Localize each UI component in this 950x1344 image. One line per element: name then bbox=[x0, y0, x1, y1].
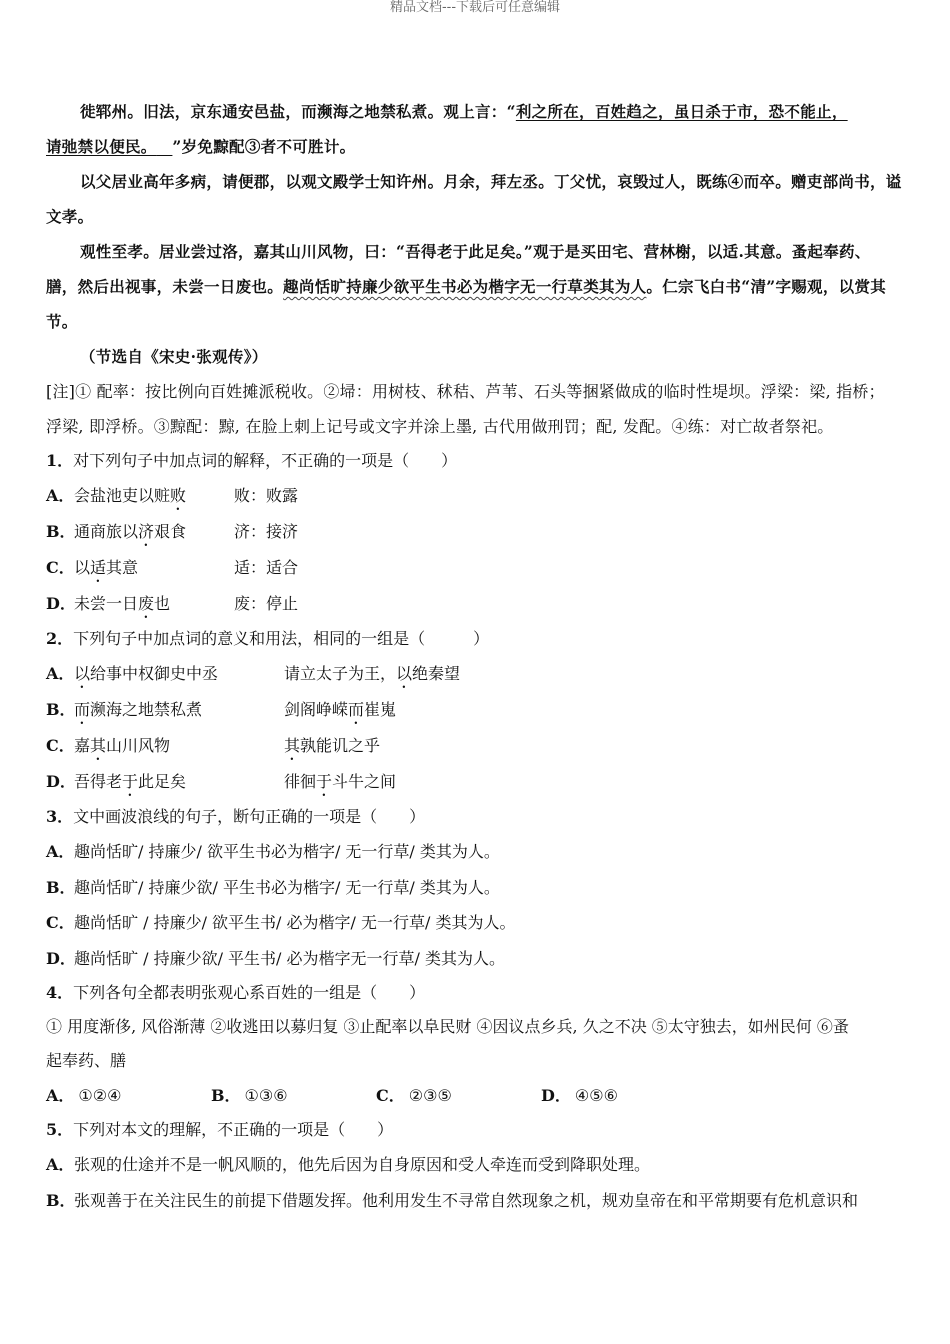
option-explanation: 废：停止 bbox=[234, 594, 299, 613]
option-label: B． bbox=[46, 877, 76, 897]
option-right-sentence: 剑阁峥嵘而崔嵬 bbox=[284, 700, 397, 719]
option-row bbox=[46, 692, 902, 728]
notes bbox=[46, 374, 902, 444]
dotted-word: 以 bbox=[74, 664, 91, 683]
option-row bbox=[46, 514, 902, 550]
option: B． ①③⑥ bbox=[211, 1086, 288, 1105]
dotted-word: 而 bbox=[348, 700, 365, 719]
dotted-word: 于 bbox=[122, 772, 139, 791]
passage-paragraph-3 bbox=[46, 234, 902, 339]
option-sentence: 会盐池吏以赃败 bbox=[74, 486, 187, 505]
option-row bbox=[46, 586, 902, 622]
question-1 bbox=[46, 444, 902, 478]
question-number: 2． bbox=[46, 629, 74, 648]
option-label: D． bbox=[46, 772, 76, 791]
option: C． ②③⑤ bbox=[376, 1086, 452, 1105]
dotted-word: 以 bbox=[396, 664, 413, 683]
option-text: 趣尚恬旷/ 持廉少/ 欲平生书必为楷字/ 无一行草/ 类其为人。 bbox=[74, 842, 500, 861]
question-4 bbox=[46, 976, 902, 1010]
dotted-word: 适 bbox=[90, 558, 107, 577]
option-label: B． bbox=[46, 1190, 76, 1210]
passage-source: （节选自《宋史·张观传》） bbox=[80, 347, 268, 366]
option-label: A． bbox=[46, 842, 75, 861]
dotted-word: 败 bbox=[170, 486, 187, 505]
question-stem: 文中画波浪线的句子，断句正确的一项是（ ） bbox=[73, 807, 426, 826]
option-row bbox=[46, 905, 902, 941]
option-row bbox=[46, 656, 902, 692]
dotted-word: 而 bbox=[74, 700, 91, 719]
option-left-sentence: 嘉其山川风物 bbox=[74, 736, 171, 755]
dotted-word: 济 bbox=[138, 522, 155, 541]
passage-text: 。仁宗飞白书“清”字赐观，以赏其节。 bbox=[46, 277, 887, 331]
option-label: B． bbox=[46, 700, 76, 719]
note-line: [注]① 配率：按比例向百姓摊派税收。②埽：用树枝、秫秸、芦苇、石头等捆紧做成的临时性堤坝。浮梁：梁, 指桥； bbox=[46, 382, 885, 401]
option-label: A． bbox=[46, 1155, 75, 1174]
question-number: 1． bbox=[46, 451, 74, 470]
dotted-word: 其 bbox=[284, 736, 301, 755]
option-left-sentence: 而濒海之地禁私煮 bbox=[74, 700, 203, 719]
option-label: C． bbox=[46, 913, 75, 932]
option-label: C． bbox=[46, 558, 75, 577]
option-row bbox=[46, 834, 902, 870]
question-2 bbox=[46, 622, 902, 656]
question-number: 3． bbox=[46, 807, 74, 826]
option-sentence: 以适其意 bbox=[74, 558, 139, 577]
question-stem: 下列对本文的理解，不正确的一项是（ ） bbox=[73, 1120, 394, 1139]
option-row bbox=[46, 870, 902, 906]
option-row bbox=[46, 941, 902, 977]
passage-text: 徙郓州。旧法，京东通安邑盐，而濒海之地禁私煮。观上言：“ bbox=[80, 102, 516, 121]
option-row bbox=[46, 1147, 902, 1183]
option-row bbox=[46, 478, 902, 514]
page-header: 精品文档---下载后可任意编辑 bbox=[389, 0, 561, 15]
option-row bbox=[46, 1078, 902, 1113]
option-text: 张观善于在关注民生的前提下借题发挥。他利用发生不寻常自然现象之机，规劝皇帝在和平常期要有危机意识和 bbox=[74, 1190, 859, 1210]
option-right-sentence: 徘徊于斗牛之间 bbox=[284, 772, 397, 791]
option-sentence: 未尝一日废也 bbox=[74, 594, 171, 613]
option-text: 趣尚恬旷 / 持廉少欲/ 平生书/ 必为楷字无一行草/ 类其为人。 bbox=[74, 948, 505, 968]
option-row bbox=[46, 728, 902, 764]
passage-paragraph-1-cont bbox=[46, 129, 902, 164]
option-label: B． bbox=[46, 522, 76, 541]
dotted-word: 废 bbox=[138, 594, 155, 613]
option-row bbox=[46, 1183, 902, 1219]
option-row bbox=[46, 764, 902, 800]
option-explanation: 败：败露 bbox=[234, 486, 299, 505]
wavy-underlined-sentence: 趣尚恬旷持廉少欲平生书必为楷字无一行草类其为人 bbox=[283, 277, 647, 296]
option-text: 趣尚恬旷/ 持廉少欲/ 平生书必为楷字/ 无一行草/ 类其为人。 bbox=[74, 877, 500, 897]
question-5 bbox=[46, 1113, 902, 1147]
option-row bbox=[46, 550, 902, 586]
option-explanation: 济：接济 bbox=[234, 522, 299, 541]
dotted-word: 其 bbox=[90, 736, 107, 755]
passage-paragraph-1 bbox=[46, 94, 902, 129]
option-label: D． bbox=[46, 948, 76, 968]
question-stem: 对下列句子中加点词的解释，不正确的一项是（ ） bbox=[73, 451, 458, 470]
option-label: A． bbox=[46, 664, 75, 683]
option-text: 趣尚恬旷 / 持廉少/ 欲平生书/ 必为楷字/ 无一行草/ 类其为人。 bbox=[74, 913, 516, 932]
question-3 bbox=[46, 800, 902, 834]
dotted-word: 于 bbox=[316, 772, 333, 791]
passage-text: ”岁免黥配③者不可胜计。 bbox=[172, 137, 356, 156]
option-left-sentence: 吾得老于此足矣 bbox=[74, 772, 187, 791]
option-left-sentence: 以给事中权御史中丞 bbox=[74, 664, 219, 683]
passage-text: 观性至孝。居业尝过洛，嘉其山川风物，曰：“吾得老于此足矣。”观于是买田宅、营林榭，以适.其意。蚤起奉药、膳，然后出视事，未尝一日废也。 bbox=[46, 242, 871, 296]
option-sentence: 通商旅以济艰食 bbox=[74, 522, 187, 541]
question-stem: 下列句子中加点词的意义和用法，相同的一组是（ ） bbox=[73, 629, 490, 648]
option-label: C． bbox=[46, 736, 75, 755]
question-number: 5． bbox=[46, 1120, 74, 1139]
question-4-items: ① 用度渐侈, 风俗渐薄 ②收逃田以募归复 ③止配率以阜民财 ④因议点乡兵, 久之不决 ⑤太守独去，如州民何 ⑥蚤 起奉药、膳 bbox=[46, 1017, 849, 1070]
option: D． ④⑤⑥ bbox=[541, 1086, 618, 1105]
option-explanation: 适：适合 bbox=[234, 558, 299, 577]
option-label: A． bbox=[46, 486, 75, 505]
underlined-quote: 利之所在，百姓趋之，虽日杀于市，恐不能止， bbox=[515, 102, 848, 121]
question-stem: 下列各句全都表明张观心系百姓的一组是（ ） bbox=[73, 983, 426, 1002]
document-body bbox=[46, 94, 902, 1218]
note-line: 浮梁, 即浮桥。③黥配：黥, 在脸上刺上记号或文字并涂上墨, 古代用做刑罚；配, 发配。④练：对亡故者祭祀。 bbox=[46, 417, 834, 436]
underlined-quote-cont: 请弛禁以便民。 bbox=[46, 137, 157, 156]
option-right-sentence: 请立太子为王，以绝秦望 bbox=[284, 664, 461, 683]
option-right-sentence: 其孰能讥之乎 bbox=[284, 736, 381, 755]
option-label: D． bbox=[46, 594, 76, 613]
option: A． ①②④ bbox=[46, 1086, 122, 1105]
option-text: 张观的仕途并不是一帆风顺的，他先后因为自身原因和受人牵连而受到降职处理。 bbox=[74, 1155, 651, 1174]
passage-paragraph-2: 以父居业高年多病，请便郡，以观文殿学士知许州。月余，拜左丞。丁父忧，哀毁过人，既练④而卒。赠吏部尚书，谥文孝。 bbox=[46, 172, 902, 226]
question-number: 4． bbox=[46, 983, 74, 1002]
